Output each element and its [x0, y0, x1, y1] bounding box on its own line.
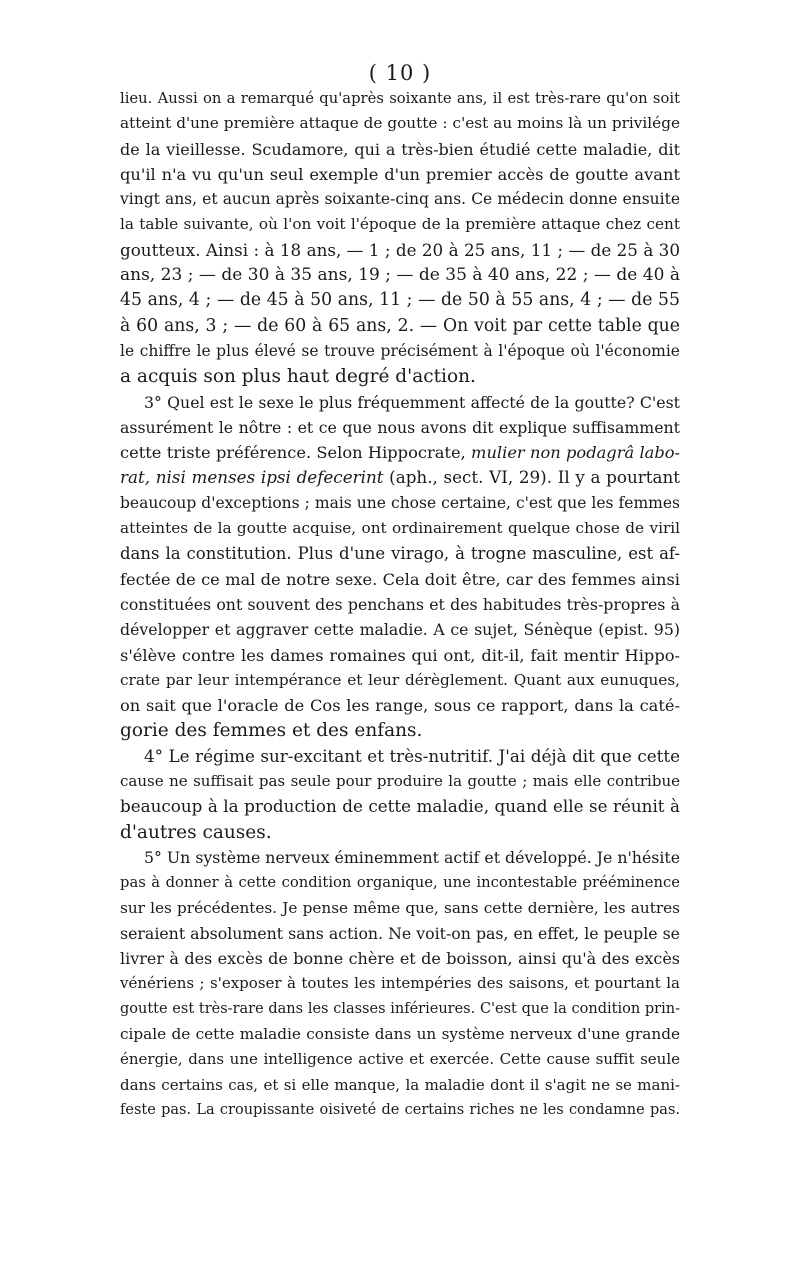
text-line: à 60 ans, 3 ; — de 60 à 65 ans, 2. — On voit par cette table que: [120, 315, 680, 336]
page-number: ( 10 ): [368, 61, 432, 85]
text-line: sur les précédentes. Je pense même que, sans cette dernière, les autres: [120, 898, 680, 917]
text-line: gorie des femmes et des enfans.: [120, 720, 423, 742]
text-segment: (aph., sect. VI, 29). Il y a pourtant: [383, 467, 680, 488]
text-line: la table suivante, où l'on voit l'époque de la première attaque chez cent: [120, 215, 680, 234]
text-line: s'élève contre les dames romaines qui ont, dit-il, fait mentir Hippo-: [120, 645, 680, 665]
text-line: de la vieillesse. Scudamore, qui a très-bien étudié cette maladie, dit: [120, 139, 680, 159]
text-line: cipale de cette maladie consiste dans un système nerveux d'une grande: [120, 1024, 680, 1043]
text-line: goutte est très-rare dans les classes inférieures. C'est que la condition prin-: [120, 1000, 680, 1017]
text-line: 4° Le régime sur-excitant et très-nutritif. J'ai déjà dit que cette: [144, 745, 680, 766]
text-line: a acquis son plus haut degré d'action.: [120, 366, 476, 388]
text-line: dans la constitution. Plus d'une virago, à trogne masculine, est af-: [120, 544, 680, 564]
text-line: vingt ans, et aucun après soixante-cinq ans. Ce médecin donne ensuite: [120, 190, 680, 209]
text-line: cause ne suffisait pas seule pour produire la goutte ; mais elle contribue: [120, 772, 680, 791]
text-line: énergie, dans une intelligence active et exercée. Cette cause suffit seule: [120, 1050, 680, 1069]
text-line: seraient absolument sans action. Ne voit-on pas, en effet, le peuple se: [120, 923, 680, 943]
text-segment: cette triste préférence. Selon Hippocrate,: [120, 443, 472, 463]
text-line: goutteux. Ainsi : à 18 ans, — 1 ; de 20 à 25 ans, 11 ; — de 25 à 30: [120, 239, 680, 260]
text-line: développer et aggraver cette maladie. A ce sujet, Sénèque (epist. 95): [120, 620, 680, 640]
text-line: atteint d'une première attaque de goutte : c'est au moins là un privilége: [120, 114, 680, 133]
text-line: beaucoup à la production de cette maladie, quand elle se réunit à: [120, 796, 680, 817]
text-line: on sait que l'oracle de Cos les range, sous ce rapport, dans la caté-: [120, 696, 680, 716]
paragraph-age-of-onset: [120, 86, 680, 390]
text-line: livrer à des excès de bonne chère et de boisson, ainsi qu'à des excès: [120, 949, 680, 969]
text-line: d'autres causes.: [120, 821, 272, 843]
text-line: vénériens ; s'exposer à toutes les intempéries des saisons, et pourtant la: [120, 974, 680, 993]
text-line: pas à donner à cette condition organique, une incontestable prééminence: [120, 874, 680, 892]
text-line: 45 ans, 4 ; — de 45 à 50 ans, 11 ; — de 50 à 55 ans, 4 ; — de 55: [120, 290, 680, 311]
text-line: atteintes de la goutte acquise, ont ordinairement quelque chose de viril: [120, 519, 680, 538]
text-line: assurément le nôtre : et ce que nous avons dit explique suffisamment: [120, 417, 680, 437]
text-line: ans, 23 ; — de 30 à 35 ans, 19 ; — de 35 à 40 ans, 22 ; — de 40 à: [120, 265, 680, 286]
latin-quote: rat, nisi menses ipsi defecerint: [120, 467, 384, 488]
text-line: 5° Un système nerveux éminemment actif et développé. Je n'hésite: [144, 847, 681, 867]
text-line: qu'il n'a vu qu'un seul exemple d'un premier accès de goutte avant: [120, 164, 680, 184]
text-line-with-quote: [120, 440, 680, 465]
text-line: le chiffre le plus élevé se trouve précisément à l'époque où l'économie: [120, 341, 680, 360]
latin-quote: mulier non podagrâ labo-: [471, 443, 681, 463]
text-line: feste pas. La croupissante oisiveté de certains riches ne les condamne pas.: [120, 1101, 680, 1118]
text-line: lieu. Aussi on a remarqué qu'après soixante ans, il est très-rare qu'on soit: [120, 90, 680, 107]
text-line: crate par leur intempérance et leur dérèglement. Quant aux eunuques,: [120, 670, 680, 689]
paragraph-sex: [120, 390, 680, 744]
paragraph-diet: [120, 744, 680, 845]
text-line: 3° Quel est le sexe le plus fréquemment affecté de la goutte? C'est: [144, 392, 680, 412]
text-line: beaucoup d'exceptions ; mais une chose certaine, c'est que les femmes: [120, 493, 680, 512]
text-line: constituées ont souvent des penchans et des habitudes très-propres à: [120, 594, 680, 614]
text-line: dans certains cas, et si elle manque, la maladie dont il s'agit ne se mani-: [120, 1075, 680, 1094]
text-line: fectée de ce mal de notre sexe. Cela doit être, car des femmes ainsi: [120, 569, 680, 589]
body-text: [120, 86, 680, 1123]
text-line-with-quote: [120, 465, 680, 490]
paragraph-nervous-system: [120, 845, 680, 1123]
